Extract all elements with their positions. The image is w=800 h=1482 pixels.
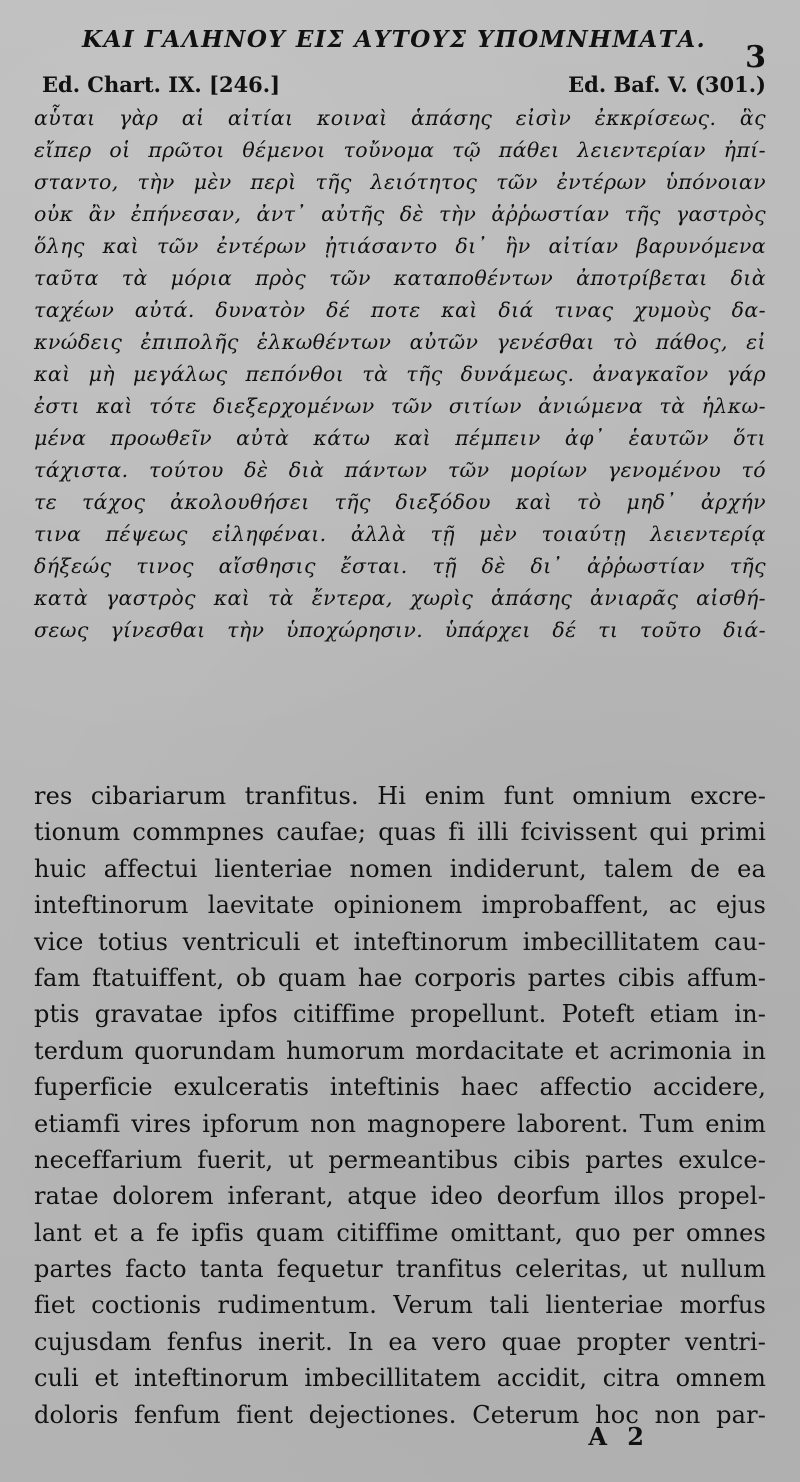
greek-line: κνώδεις ἐπιπολῆς ἑλκωθέντων αὐτῶν γενέσθαι τὸ πάθος, εἰ xyxy=(34,330,766,354)
greek-line: μένα προωθεῖν αὐτὰ κάτω καὶ πέμπειν ἀφ᾽ ἑαυτῶν ὅτι xyxy=(34,426,766,450)
latin-line: ratae dolorem inferant, atque ideo deorfum illos propel- xyxy=(34,1182,766,1211)
latin-line: etiamfi vires ipforum non magnopere laborent. Tum enim xyxy=(34,1109,766,1138)
latin-line: doloris fenfum fient dejectiones. Ceterum hoc non par- xyxy=(34,1400,766,1429)
latin-line: res cibariarum tranfitus. Hi enim funt omnium excre- xyxy=(34,782,766,810)
latin-text-block xyxy=(34,778,766,1433)
greek-line: ταχέων αὐτά. δυνατὸν δέ ποτε καὶ διά τινας χυμοὺς δα- xyxy=(34,298,766,322)
running-title: ΚΑΙ ΓΑΛΗΝΟΥ ΕΙΣ ΑΥΤΟΥΣ ΥΠΟΜΝΗΜΑΤΑ. xyxy=(82,26,707,53)
greek-line: δήξεώς τινος αἴσθησις ἔσται. τῇ δὲ δι᾽ ἀῤῥωστίαν τῆς xyxy=(34,554,766,578)
latin-line: vice totius ventriculi et inteftinorum imbecillitatem cau- xyxy=(34,927,766,956)
greek-line: κατὰ γαστρὸς καὶ τὰ ἔντερα, χωρὶς ἁπάσης ἀνιαρᾶς αἰσθή- xyxy=(34,586,766,610)
greek-text-block xyxy=(34,102,766,646)
greek-line: τε τάχος ἀκολουθήσει τῆς διεξόδου καὶ τὸ μηδ᾽ ἀρχήν xyxy=(34,490,766,514)
latin-line: fuperficie exulceratis inteftinis haec affectio accidere, xyxy=(34,1073,766,1102)
edition-reference-chart: Ed. Chart. IX. [246.] xyxy=(42,72,281,97)
signature-mark: A 2 xyxy=(588,1422,650,1451)
latin-line: fam ftatuiffent, ob quam hae corporis partes cibis affum- xyxy=(34,963,766,992)
greek-line: σταντο, τὴν μὲν περὶ τῆς λειότητος τῶν ἐντέρων ὑπόνοιαν xyxy=(34,170,766,194)
greek-line: αὗται γὰρ αἱ αἰτίαι κοιναὶ ἁπάσης εἰσὶν ἐκκρίσεως. ἃς xyxy=(34,106,766,130)
greek-line: σεως γίνεσθαι τὴν ὑποχώρησιν. ὑπάρχει δέ τι τοῦτο διά- xyxy=(34,618,766,642)
greek-line: ταῦτα τὰ μόρια πρὸς τῶν καταποθέντων ἀποτρίβεται διὰ xyxy=(34,266,766,290)
latin-line: terdum quorundam humorum mordacitate et acrimonia in xyxy=(34,1036,766,1065)
greek-line: ὅλης καὶ τῶν ἐντέρων ᾐτιάσαντο δι᾽ ἣν αἰτίαν βαρυνόμενα xyxy=(34,234,766,258)
latin-line: ptis gravatae ipfos citiffime propellunt. Poteft etiam in- xyxy=(34,1000,766,1029)
latin-line: culi et inteftinorum imbecillitatem accidit, citra omnem xyxy=(34,1364,766,1393)
greek-line: καὶ μὴ μεγάλως πεπόνθοι τὰ τῆς δυνάμεως. ἀναγκαῖον γάρ xyxy=(34,362,766,386)
latin-line: huic affectui lienteriae nomen indiderunt, talem de ea xyxy=(34,854,766,883)
latin-line: fiet coctionis rudimentum. Verum tali lienteriae morfus xyxy=(34,1291,766,1320)
greek-line: οὐκ ἂν ἐπήνεσαν, ἀντ᾽ αὐτῆς δὲ τὴν ἀῤῥωστίαν τῆς γαστρὸς xyxy=(34,202,766,226)
latin-line: lant et a fe ipfis quam citiffime omittant, quo per omnes xyxy=(34,1218,766,1247)
page-number: 3 xyxy=(745,40,766,75)
greek-line: ἐστι καὶ τότε διεξερχομένων τῶν σιτίων ἀνιώμενα τὰ ἡλκω- xyxy=(34,394,766,418)
latin-line: inteftinorum laevitate opinionem improbaffent, ac ejus xyxy=(34,891,766,920)
greek-line: τινα πέψεως εἰληφέναι. ἀλλὰ τῇ μὲν τοιαύτῃ λειεντερίᾳ xyxy=(34,522,766,546)
latin-line: tionum commpnes caufae; quas fi illi fcivissent qui primi xyxy=(34,818,766,847)
greek-line: εἴπερ οἱ πρῶτοι θέμενοι τοὔνομα τῷ πάθει λειεντερίαν ἠπί- xyxy=(34,138,766,162)
edition-reference-basel: Ed. Baf. V. (301.) xyxy=(568,72,766,97)
latin-line: partes facto tanta fequetur tranfitus celeritas, ut nullum xyxy=(34,1255,766,1284)
latin-line: neceffarium fuerit, ut permeantibus cibis partes exulce- xyxy=(34,1145,766,1174)
greek-line: τάχιστα. τούτου δὲ διὰ πάντων τῶν μορίων γενομένου τό xyxy=(34,458,766,482)
latin-line: cujusdam fenfus inerit. In ea vero quae propter ventri- xyxy=(34,1327,766,1356)
